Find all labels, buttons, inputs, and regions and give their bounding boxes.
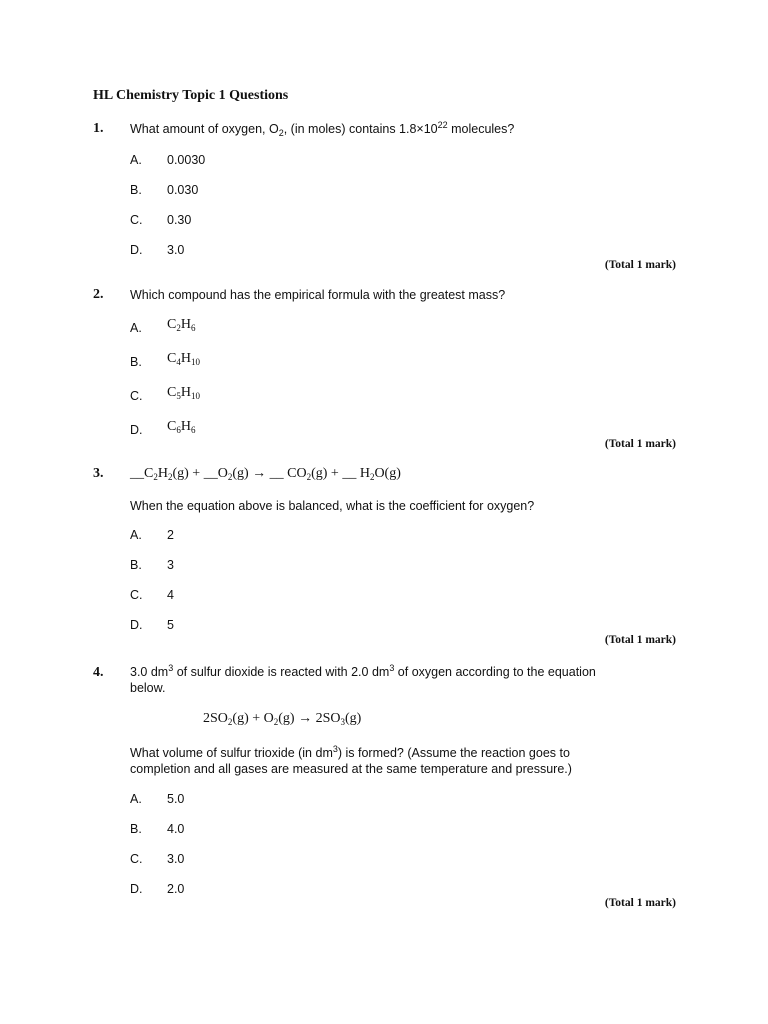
question-4-subquestion: What volume of sulfur trioxide (in $dm^3$) is formed? (Assume the reaction goes to completion and all gases are measured at the same temperature and pressure.) [130, 744, 572, 776]
q2-option-b-formula: $C_4H_{10}$ [167, 351, 200, 367]
question-4-text: 3.0 $dm^3$ of sulfur dioxide is reacted with 2.0 $dm^3$ of oxygen according to the equation below. [130, 663, 596, 695]
question-1-text: What amount of oxygen, $O_2$, (in moles) contains $1.8\times 10^{22}$ molecules? [130, 120, 515, 138]
q2-option-a-letter: A. [130, 321, 142, 335]
q4-option-b-letter: B. [130, 822, 142, 836]
q1-option-d-value: 3.0 [167, 243, 185, 257]
q2-total-mark: (Total 1 mark) [604, 438, 676, 450]
q1-option-a-value: 0.0030 [167, 153, 206, 167]
q2-option-d-letter: D. [130, 423, 143, 437]
q3-total-mark: (Total 1 mark) [604, 634, 676, 646]
q2-option-a-formula: $C_2H_6$ [167, 317, 196, 333]
question-2-number: 2. [93, 287, 104, 302]
q4-option-a-value: 5.0 [167, 792, 185, 806]
q4-total-mark: (Total 1 mark) [604, 897, 676, 909]
page-title: HL Chemistry Topic 1 Questions [93, 88, 289, 103]
q3-option-b-letter: B. [130, 558, 142, 572]
q3-option-d-value: 5 [167, 618, 174, 632]
q1-option-d-letter: D. [130, 243, 143, 257]
question-3-equation: $\_\_C_2H_2(g)$ + $\_\_O_2(g)$ → __ $CO_2(g)$ + __ $H_2O(g)$ [130, 466, 401, 482]
q2-option-d-formula: $C_6H_6$ [167, 419, 196, 435]
q3-option-a-letter: A. [130, 528, 142, 542]
q3-option-c-letter: C. [130, 588, 143, 602]
q3-option-b-value: 3 [167, 558, 174, 572]
q4-option-c-value: 3.0 [167, 852, 185, 866]
q4-option-a-letter: A. [130, 792, 142, 806]
question-2-text: Which compound has the empirical formula with the greatest mass? [130, 288, 506, 302]
q4-option-d-value: 2.0 [167, 882, 185, 896]
q3-option-a-value: 2 [167, 528, 174, 542]
q1-option-c-letter: C. [130, 213, 143, 227]
q4-option-c-letter: C. [130, 852, 143, 866]
q1-total-mark: (Total 1 mark) [604, 259, 676, 271]
q2-option-c-letter: C. [130, 389, 143, 403]
question-4-equation: $2SO_2(g) + O_2(g) \to 2SO_3(g)$ [203, 711, 362, 727]
q1-option-b-letter: B. [130, 183, 142, 197]
q4-option-d-letter: D. [130, 882, 143, 896]
q3-option-d-letter: D. [130, 618, 143, 632]
q1-option-c-value: 0.30 [167, 213, 192, 227]
q3-option-c-value: 4 [167, 588, 174, 602]
question-3-number: 3. [93, 466, 104, 481]
q2-option-c-formula: $C_5H_{10}$ [167, 385, 200, 401]
question-4-number: 4. [93, 665, 104, 680]
q4-option-b-value: 4.0 [167, 822, 185, 836]
q1-option-a-letter: A. [130, 153, 142, 167]
question-3-text: When the equation above is balanced, what is the coefficient for oxygen? [130, 499, 535, 513]
q2-option-b-letter: B. [130, 355, 142, 369]
question-1-number: 1. [93, 121, 104, 136]
q1-option-b-value: 0.030 [167, 183, 199, 197]
